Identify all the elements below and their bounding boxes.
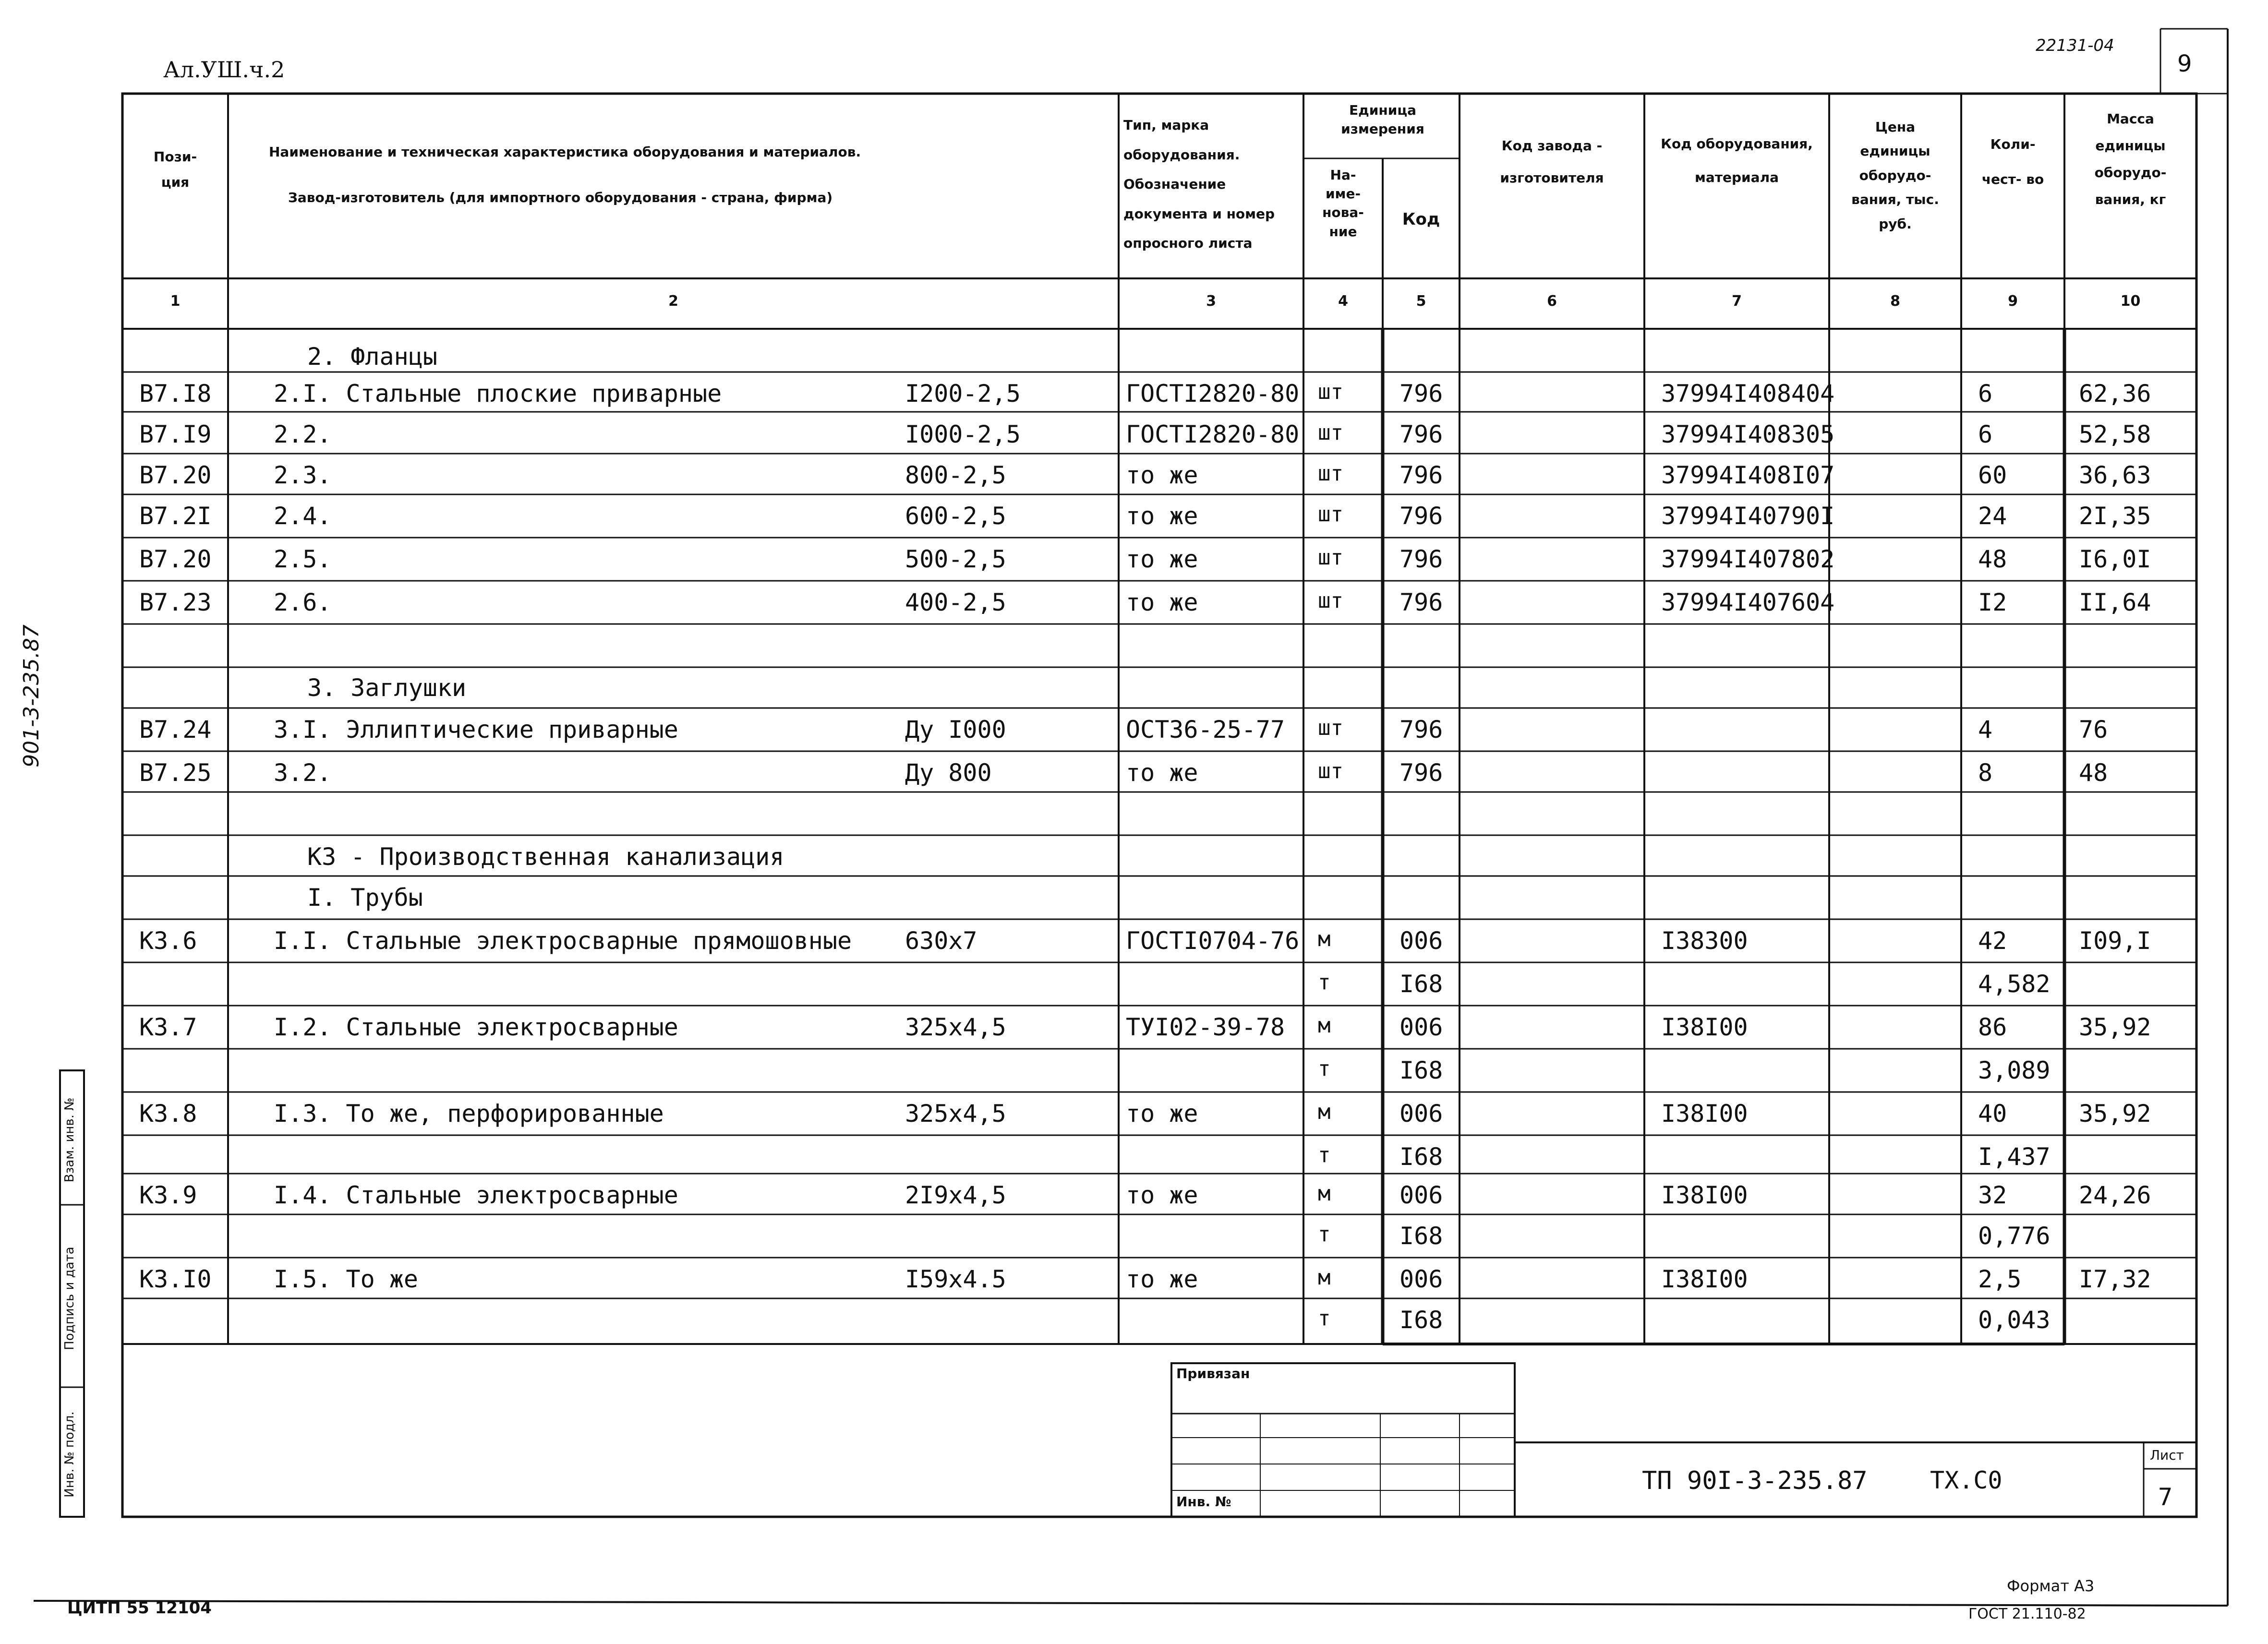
cell-qty: 32 (1978, 1181, 2007, 1209)
col-number-3: 3 (1206, 293, 1216, 310)
cell-mass: 76 (2079, 716, 2108, 744)
cell-type: ГОСТI2820-80 (1126, 420, 1300, 448)
cell-qty: 40 (1978, 1100, 2007, 1128)
cell-name: I.5. То же (274, 1265, 419, 1293)
cell-name: I.2. Стальные электросварные (274, 1013, 678, 1041)
header-material-code: Код оборудования, материала (1661, 136, 1813, 185)
header-unit-name: На- име- нова- ние (1322, 167, 1364, 240)
cell-pos: В7.20 (139, 461, 212, 489)
cell-qty: 6 (1978, 380, 1993, 408)
cell-code: I68 (1399, 1306, 1443, 1334)
page-number: 9 (2177, 50, 2192, 77)
cell-code: I68 (1399, 1056, 1443, 1084)
cell-material: 37994I408I07 (1661, 461, 1835, 489)
header-maker-code: Код завода - изготовителя (1500, 138, 1604, 186)
cell-type: то же (1126, 1181, 1198, 1209)
cell-code: I68 (1399, 1222, 1443, 1250)
cell-name: 3.2. (274, 759, 332, 787)
cell-unit: т (1318, 1056, 1331, 1081)
cell-size: I200-2,5 (905, 380, 1021, 408)
cell-name: I.4. Стальные электросварные (274, 1181, 678, 1209)
cell-mass: I7,32 (2079, 1265, 2151, 1293)
cell-mass: 36,63 (2079, 461, 2151, 489)
cell-material: 37994I408404 (1661, 380, 1835, 408)
side-code: 901-3-235.87 (19, 624, 44, 768)
cell-unit: шт (1318, 759, 1343, 783)
cell-name: 2.2. (274, 420, 332, 448)
cell-unit: шт (1318, 588, 1343, 613)
cell-qty: 2,5 (1978, 1265, 2022, 1293)
cell-unit: м (1318, 1181, 1331, 1206)
cell-qty: 6 (1978, 420, 1993, 448)
cell-type: то же (1126, 545, 1198, 573)
cell-code: 796 (1399, 380, 1443, 408)
sheet-reference: Ал.УШ.ч.2 (163, 57, 285, 83)
cell-name: I. Трубы (307, 884, 423, 912)
stamp-original-inv: Инв. № подл. (62, 1411, 77, 1498)
cell-name: 2.5. (274, 545, 332, 573)
cell-type: ТУI02-39-78 (1126, 1013, 1285, 1041)
col-number-8: 8 (1890, 293, 1900, 310)
cell-code: 796 (1399, 420, 1443, 448)
cell-mass: II,64 (2079, 588, 2151, 616)
cell-code: 796 (1399, 588, 1443, 616)
cell-mass: 48 (2079, 759, 2108, 787)
cell-material: I38I00 (1661, 1181, 1748, 1209)
cell-size: 800-2,5 (905, 461, 1006, 489)
cell-type: то же (1126, 502, 1198, 530)
cell-size: 630х7 (905, 927, 977, 955)
cell-qty: 4,582 (1978, 970, 2051, 998)
cell-code: 006 (1399, 1013, 1443, 1041)
cell-qty: 0,043 (1978, 1306, 2051, 1334)
cell-unit: м (1318, 1100, 1331, 1124)
col-number-5: 5 (1416, 293, 1426, 310)
cell-type: то же (1126, 759, 1198, 787)
cell-pos: В7.23 (139, 588, 212, 616)
col-number-2: 2 (668, 293, 678, 310)
cell-name: 2.4. (274, 502, 332, 530)
col-number-6: 6 (1547, 293, 1557, 310)
cell-type: ОСТ36-25-77 (1126, 716, 1285, 744)
cell-pos: К3.I0 (139, 1265, 212, 1293)
cell-unit: шт (1318, 420, 1343, 445)
cell-material: I38I00 (1661, 1013, 1748, 1041)
cell-name: 2.3. (274, 461, 332, 489)
header-unit-code: Код (1402, 210, 1440, 229)
cell-name: 3.I. Эллиптические приварные (274, 716, 678, 744)
cell-qty: 42 (1978, 927, 2007, 955)
cell-material: I38I00 (1661, 1265, 1748, 1293)
cell-type: ГОСТI0704-76 (1126, 927, 1300, 955)
cell-unit: шт (1318, 502, 1343, 527)
cell-size: I000-2,5 (905, 420, 1021, 448)
stamp-replaced-inv: Взам. инв. № (62, 1097, 77, 1183)
cell-name: 3. Заглушки (307, 674, 467, 702)
cell-size: Ду I000 (905, 716, 1006, 744)
cell-qty: I,437 (1978, 1143, 2051, 1171)
paper-format: Формат А3 (2007, 1577, 2095, 1595)
cell-name: I.3. То же, перфорированные (274, 1100, 664, 1128)
cell-size: 325х4,5 (905, 1013, 1006, 1041)
header-mass: Масса единицы оборудо- вания, кг (2094, 111, 2167, 207)
cell-qty: 0,776 (1978, 1222, 2051, 1250)
stamp-sheet-number: 7 (2158, 1483, 2173, 1511)
cell-code: 796 (1399, 716, 1443, 744)
cell-pos: В7.I9 (139, 420, 212, 448)
cell-mass: I6,0I (2079, 545, 2151, 573)
cell-code: 006 (1399, 1265, 1443, 1293)
cell-pos: В7.2I (139, 502, 212, 530)
cell-qty: 24 (1978, 502, 2007, 530)
col-number-1: 1 (170, 293, 181, 310)
cell-material: I38300 (1661, 927, 1748, 955)
cell-code: I68 (1399, 1143, 1443, 1171)
cell-type: то же (1126, 588, 1198, 616)
cell-unit: шт (1318, 380, 1343, 404)
cell-pos: В7.24 (139, 716, 212, 744)
cell-code: 796 (1399, 759, 1443, 787)
cell-type: то же (1126, 461, 1198, 489)
cell-code: 796 (1399, 502, 1443, 530)
document-code: 22131-04 (2036, 36, 2114, 55)
cell-pos: В7.25 (139, 759, 212, 787)
cell-pos: В7.I8 (139, 380, 212, 408)
cell-qty: 4 (1978, 716, 1993, 744)
cell-size: 500-2,5 (905, 545, 1006, 573)
cell-mass: 24,26 (2079, 1181, 2151, 1209)
stamp-doc-code: ТП 90I-3-235.87 (1642, 1466, 1868, 1495)
cell-unit: шт (1318, 461, 1343, 486)
header-price: Цена единицы оборудо- вания, тыс. руб. (1851, 119, 1939, 232)
cell-unit: м (1318, 1265, 1331, 1290)
cell-unit: т (1318, 970, 1331, 995)
header-quantity: Коли- чест- во (1981, 136, 2044, 187)
cell-size: Ду 800 (905, 759, 992, 787)
cell-mass: 2I,35 (2079, 502, 2151, 530)
cell-name: 2.I. Стальные плоские приварные (274, 380, 722, 408)
cell-unit: шт (1318, 545, 1343, 570)
stamp-privyazan: Привязан (1176, 1366, 1250, 1381)
cell-unit: т (1318, 1143, 1331, 1167)
header-name-line1: Наименование и техническая характеристика оборудования и материалов. (269, 144, 861, 160)
cell-code: 006 (1399, 1181, 1443, 1209)
cell-material: 37994I40790I (1661, 502, 1835, 530)
cell-qty: 8 (1978, 759, 1993, 787)
header-unit-group: Единица измерения (1341, 102, 1424, 137)
cell-type: ГОСТI2820-80 (1126, 380, 1300, 408)
cell-code: 796 (1399, 461, 1443, 489)
cell-unit: м (1318, 927, 1331, 951)
cell-material: I38I00 (1661, 1100, 1748, 1128)
cell-size: 600-2,5 (905, 502, 1006, 530)
cell-pos: К3.7 (139, 1013, 197, 1041)
header-position: Пози- ция (153, 149, 197, 191)
col-number-9: 9 (2008, 293, 2018, 310)
cell-material: 37994I407604 (1661, 588, 1835, 616)
cell-mass: 35,92 (2079, 1100, 2151, 1128)
cell-name: К3 - Производственная канализация (307, 843, 784, 871)
cell-material: 37994I408305 (1661, 420, 1835, 448)
col-number-7: 7 (1732, 293, 1742, 310)
cell-code: 006 (1399, 927, 1443, 955)
cell-type: то же (1126, 1100, 1198, 1128)
cell-qty: I2 (1978, 588, 2007, 616)
header-type: Тип, марка оборудования. Обозначение документа и номер опросного листа (1123, 117, 1275, 252)
cell-pos: В7.20 (139, 545, 212, 573)
cell-qty: 86 (1978, 1013, 2007, 1041)
cell-pos: К3.9 (139, 1181, 197, 1209)
print-code: ЦИТП 55 12104 (67, 1598, 212, 1618)
col-number-4: 4 (1338, 293, 1348, 310)
cell-pos: К3.6 (139, 927, 197, 955)
cell-unit: м (1318, 1013, 1331, 1038)
gost-reference: ГОСТ 21.110-82 (1968, 1606, 2086, 1619)
cell-name: 2.6. (274, 588, 332, 616)
cell-unit: т (1318, 1306, 1331, 1331)
cell-code: I68 (1399, 970, 1443, 998)
cell-size: 2I9х4,5 (905, 1181, 1006, 1209)
col-number-10: 10 (2120, 293, 2141, 310)
stamp-signature-date: Подпись и дата (62, 1247, 77, 1350)
cell-type: то же (1126, 1265, 1198, 1293)
cell-pos: К3.8 (139, 1100, 197, 1128)
cell-qty: 3,089 (1978, 1056, 2051, 1084)
stamp-sheet-label: Лист (2150, 1447, 2184, 1463)
header-name-line2: Завод-изготовитель (для импортного оборудования - страна, фирма) (288, 190, 833, 205)
cell-code: 796 (1399, 545, 1443, 573)
cell-unit: т (1318, 1222, 1331, 1247)
cell-size: 325х4,5 (905, 1100, 1006, 1128)
cell-mass: 62,36 (2079, 380, 2151, 408)
cell-code: 006 (1399, 1100, 1443, 1128)
cell-size: I59х4.5 (905, 1265, 1006, 1293)
cell-mass: 35,92 (2079, 1013, 2151, 1041)
stamp-doc-mark: ТХ.С0 (1930, 1466, 2003, 1494)
cell-qty: 48 (1978, 545, 2007, 573)
cell-unit: шт (1318, 716, 1343, 740)
stamp-inv-no: Инв. № (1176, 1494, 1231, 1510)
cell-qty: 60 (1978, 461, 2007, 489)
cell-material: 37994I407802 (1661, 545, 1835, 573)
cell-name: 2. Фланцы (307, 343, 437, 371)
cell-mass: 52,58 (2079, 420, 2151, 448)
cell-name: I.I. Стальные электросварные прямошовные (274, 927, 852, 955)
cell-size: 400-2,5 (905, 588, 1006, 616)
cell-mass: I09,I (2079, 927, 2151, 955)
